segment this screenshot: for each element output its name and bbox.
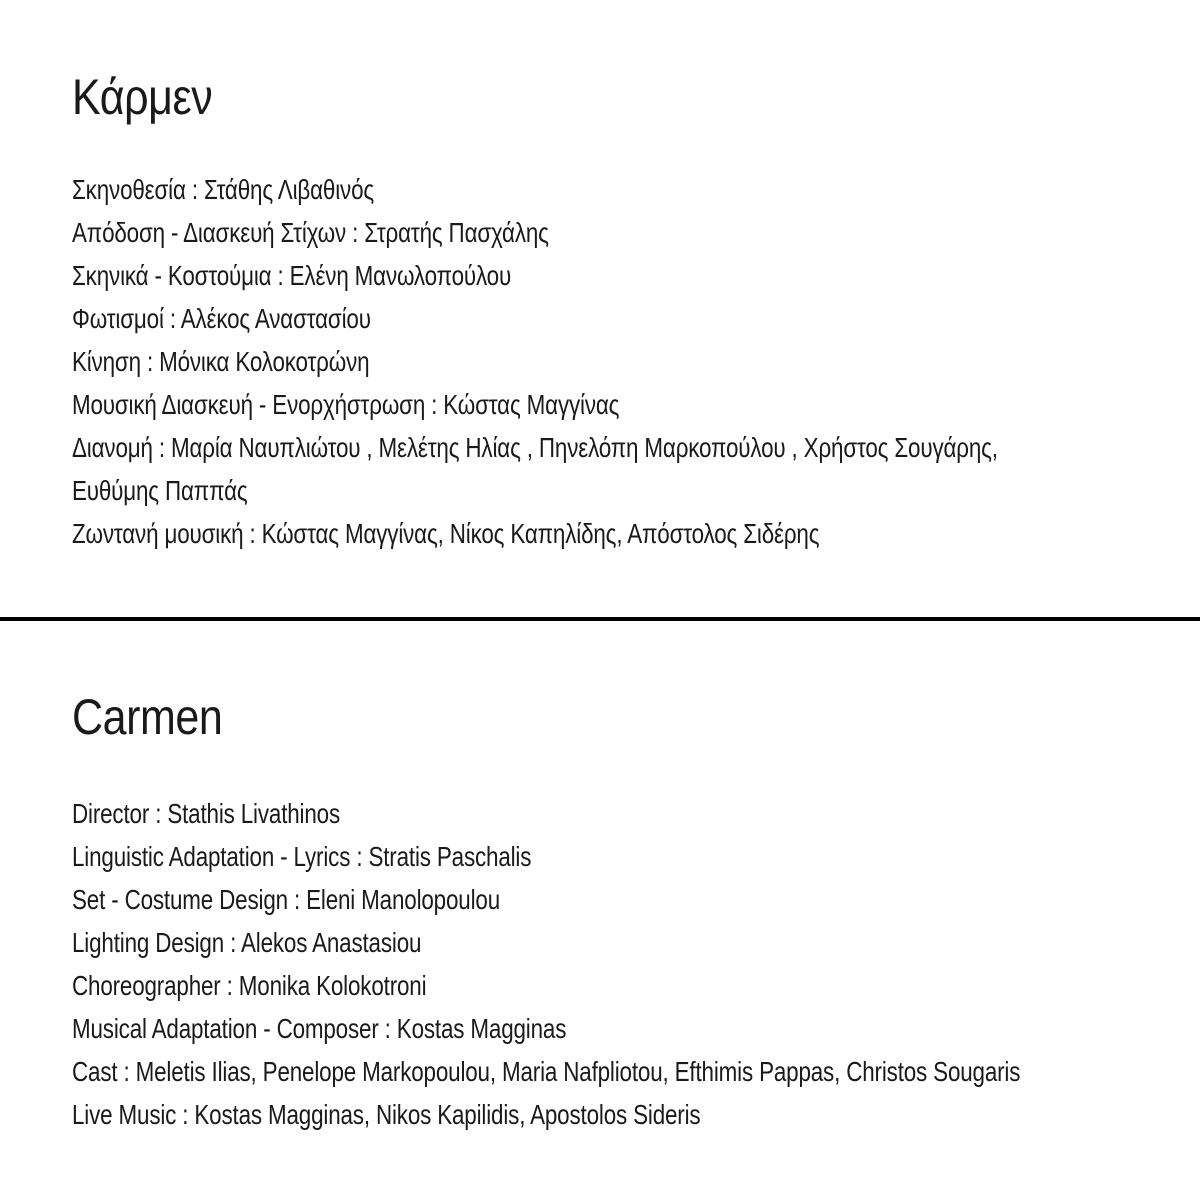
- greek-credit-cast: Διανομή : Μαρία Ναυπλιώτου , Μελέτης Ηλίας , Πηνελόπη Μαρκοπούλου , Χρήστος Σουγάρης,: [72, 432, 998, 463]
- english-credit-cast: Cast : Meletis Ilias, Penelope Markopoulou, Maria Nafpliotou, Efthimis Pappas, Christos Sougaris: [72, 1056, 1021, 1087]
- greek-credit-movement: Κίνηση : Μόνικα Κολοκοτρώνη: [72, 346, 370, 377]
- greek-credit-music-orchestration: Μουσική Διασκευή - Ενορχήστρωση : Κώστας Μαγγίνας: [72, 389, 620, 420]
- greek-credit-adaptation-lyrics: Απόδοση - Διασκευή Στίχων : Στρατής Πασχάλης: [72, 217, 549, 248]
- greek-credit-lighting: Φωτισμοί : Αλέκος Αναστασίου: [72, 303, 371, 334]
- english-credit-adaptation-lyrics: Linguistic Adaptation - Lyrics : Stratis Paschalis: [72, 841, 532, 872]
- english-credits-section: [72, 682, 1160, 1130]
- greek-credits-list: [72, 168, 1200, 555]
- english-title: Carmen: [72, 689, 223, 745]
- greek-credit-cast-continued: Ευθύμης Παππάς: [72, 475, 248, 506]
- english-credit-director: Director : Stathis Livathinos: [72, 798, 341, 829]
- greek-credit-live-music: Ζωντανή μουσική : Κώστας Μαγγίνας, Νίκος Καπηλίδης, Απόστολος Σιδέρης: [72, 518, 820, 549]
- greek-credit-director: Σκηνοθεσία : Στάθης Λιβαθινός: [72, 174, 375, 205]
- english-credits-list: [72, 792, 1200, 1136]
- greek-credits-section: [72, 62, 1160, 549]
- english-credit-live-music: Live Music : Kostas Magginas, Nikos Kapilidis, Apostolos Sideris: [72, 1099, 701, 1130]
- english-credit-musical-adaptation: Musical Adaptation - Composer : Kostas Magginas: [72, 1013, 567, 1044]
- greek-credit-set-costumes: Σκηνικά - Κοστούμια : Ελένη Μανωλοπούλου: [72, 260, 512, 291]
- english-credit-set-costume: Set - Costume Design : Eleni Manolopoulou: [72, 884, 500, 915]
- greek-title: Κάρμεν: [72, 69, 213, 125]
- english-credit-choreographer: Choreographer : Monika Kolokotroni: [72, 970, 427, 1001]
- section-divider: [0, 617, 1200, 621]
- english-credit-lighting: Lighting Design : Alekos Anastasiou: [72, 927, 422, 958]
